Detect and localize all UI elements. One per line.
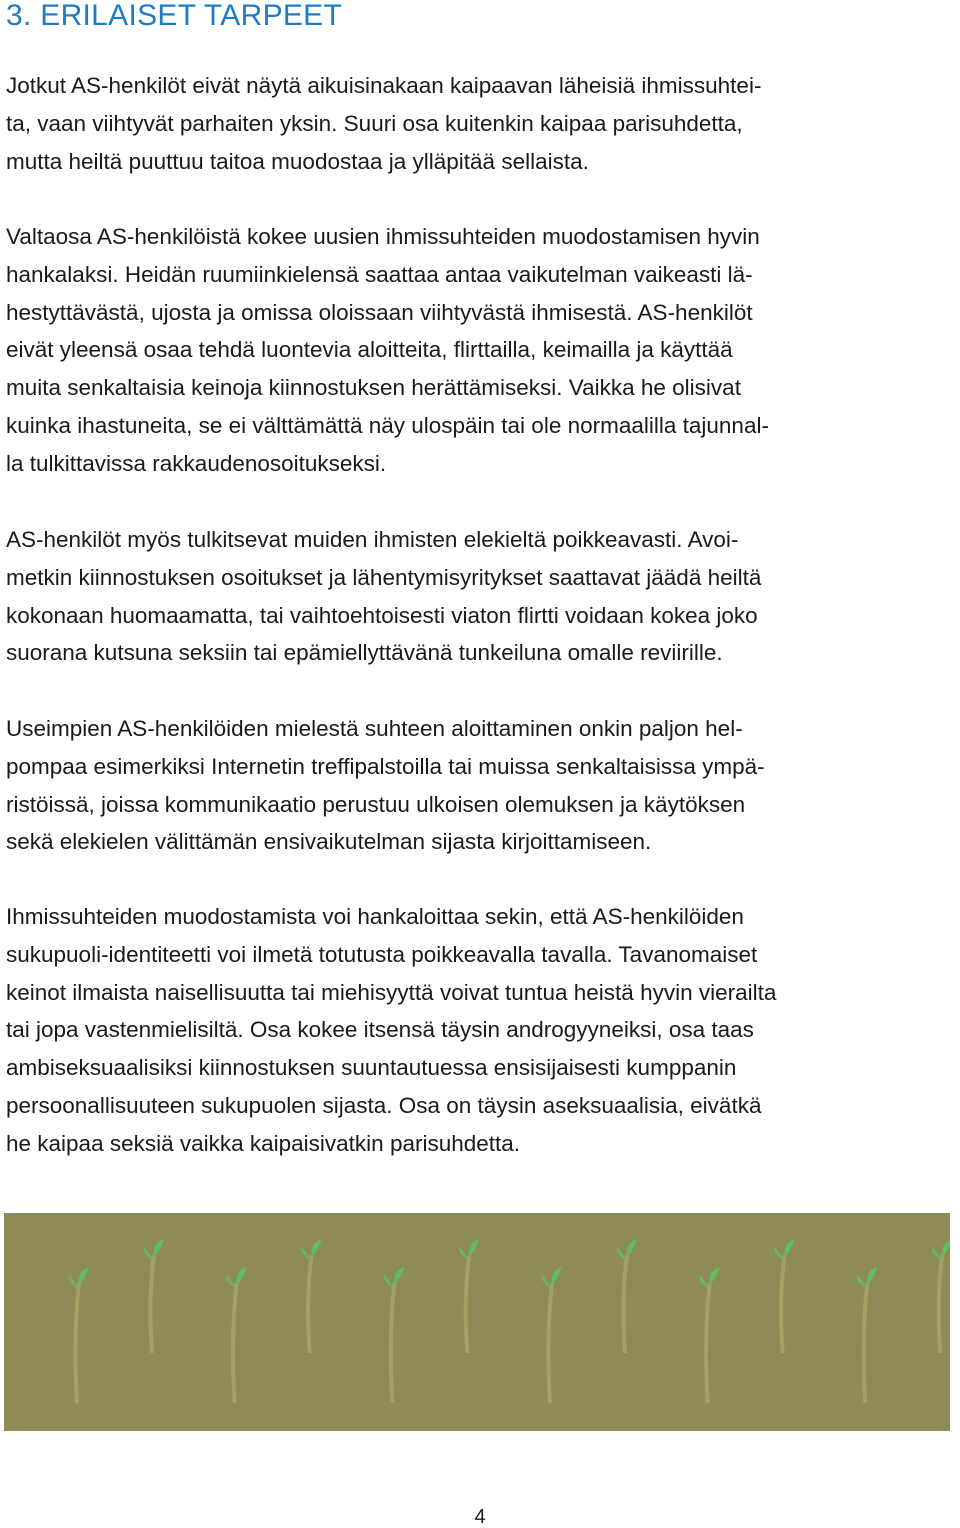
paragraph-line: hankalaksi. Heidän ruumiinkielensä saattaa antaa vaikutelman vaikeasti lä- <box>6 261 753 287</box>
sprout <box>699 1267 719 1403</box>
paragraph-line: Jotkut AS-henkilöt eivät näytä aikuisinakaan kaipaavan läheisiä ihmissuhtei- <box>6 73 762 98</box>
paragraph-line: tai jopa vastenmielisiltä. Osa kokee itsensä täysin androgyyneiksi, osa taas <box>6 1017 754 1043</box>
paragraph-line: ta, vaan viihtyvät parhaiten yksin. Suuri osa kuitenkin kaipaa parisuhdetta, <box>6 110 743 136</box>
sprout <box>144 1239 164 1353</box>
page-number: 4 <box>474 1506 486 1528</box>
paragraph-2 <box>6 218 769 483</box>
paragraph-line: sekä elekielen välittämän ensivaikutelman sijasta kirjoittamiseen. <box>6 829 652 855</box>
sprout <box>384 1267 404 1403</box>
paragraph-line: kuinka ihastuneita, se ei välttämättä näy ulospäin tai ole normaalilla tajunnal- <box>6 412 769 438</box>
section-heading: 3. ERILAISET TARPEET <box>6 0 343 32</box>
sprouts-illustration <box>4 1213 950 1431</box>
paragraph-line: sukupuoli-identiteetti voi ilmetä totutusta poikkeavalla tavalla. Tavanomaiset <box>6 941 758 967</box>
sprout <box>542 1267 562 1403</box>
paragraph-line: suorana kutsuna seksiin tai epämiellyttävänä tunkeiluna omalle reviirille. <box>6 640 723 666</box>
paragraph-line: he kaipaa seksiä vaikka kaipaisivatkin parisuhdetta. <box>6 1130 521 1156</box>
paragraph-line: AS-henkilöt myös tulkitsevat muiden ihmisten elekieltä poikkeavasti. Avoi- <box>6 527 739 552</box>
sprout <box>617 1239 637 1353</box>
sprout <box>932 1239 950 1353</box>
sprouts-svg <box>4 1213 950 1431</box>
sprout <box>459 1239 479 1353</box>
paragraph-line: Useimpien AS-henkilöiden mielestä suhteen aloittaminen onkin paljon hel- <box>6 716 743 741</box>
paragraph-line: hestyttävästä, ujosta ja omissa oloissaan viihtyvästä ihmisestä. AS-henkilöt <box>6 299 753 325</box>
paragraph-3 <box>6 521 761 672</box>
paragraph-line: Valtaosa AS-henkilöistä kokee uusien ihmissuhteiden muodostamisen hyvin <box>6 224 760 249</box>
paragraph-line: persoonallisuuteen sukupuolen sijasta. Osa on täysin aseksuaalisia, eivätkä <box>6 1092 762 1118</box>
paragraph-line: kokonaan huomaamatta, tai vaihtoehtoisesti viaton flirtti voidaan kokea joko <box>6 602 758 628</box>
paragraph-5 <box>6 898 776 1163</box>
paragraph-line: pompaa esimerkiksi Internetin treffipalstoilla tai muissa senkaltaisissa ympä- <box>6 753 765 779</box>
paragraph-line: la tulkittavissa rakkaudenosoitukseksi. <box>6 450 387 476</box>
paragraph-line: ambiseksuaalisiksi kiinnostuksen suuntautuessa ensisijaisesti kumppanin <box>6 1055 737 1081</box>
paragraph-line: keinot ilmaista naisellisuutta tai miehisyyttä voivat tuntua heistä hyvin vierailta <box>6 979 777 1005</box>
paragraph-line: mutta heiltä puuttuu taitoa muodostaa ja ylläpitää sellaista. <box>6 148 589 174</box>
sprout <box>69 1267 89 1403</box>
paragraph-line: eivät yleensä osaa tehdä luontevia aloitteita, flirttailla, keimailla ja käyttää <box>6 337 733 363</box>
paragraph-line: metkin kiinnostuksen osoitukset ja lähentymisyritykset saattavat jäädä heiltä <box>6 564 762 590</box>
paragraph-line: Ihmissuhteiden muodostamista voi hankaloittaa sekin, että AS-henkilöiden <box>6 904 744 929</box>
paragraph-line: ristöissä, joissa kommunikaatio perustuu ulkoisen olemuksen ja käytöksen <box>6 791 746 817</box>
sprout <box>301 1239 321 1353</box>
paragraph-1 <box>6 67 761 180</box>
sprout <box>857 1267 877 1403</box>
sprout <box>774 1239 794 1353</box>
paragraph-4 <box>6 710 765 861</box>
sprout <box>226 1267 246 1403</box>
paragraph-line: muita senkaltaisia keinoja kiinnostuksen herättämiseksi. Vaikka he olisivat <box>6 375 741 401</box>
